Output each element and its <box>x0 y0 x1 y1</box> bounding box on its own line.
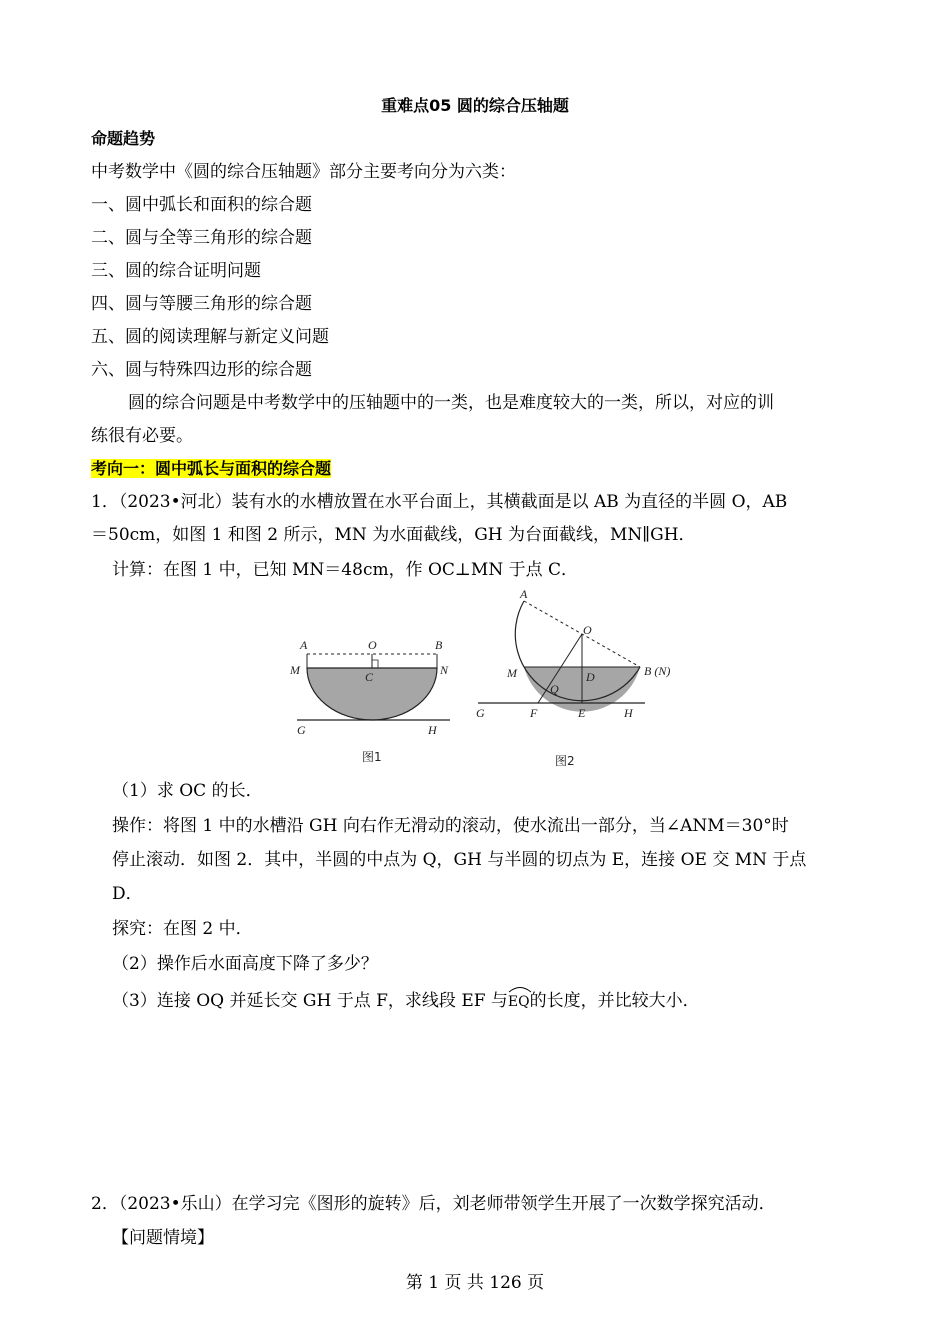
summary-text-cont: 练很有必要。 <box>91 426 193 446</box>
label-h: H <box>624 706 633 720</box>
direction-heading: 考向一：圆中弧长与面积的综合题 <box>91 459 332 478</box>
label-e: E <box>578 706 586 720</box>
category-item: 二、圆与全等三角形的综合题 <box>91 228 312 248</box>
category-item: 五、圆的阅读理解与新定义问题 <box>91 327 329 347</box>
q1-stem-line1: 1．（2023•河北）装有水的水槽放置在水平台面上，其横截面是以 AB 为直径的半圆 O，AB <box>91 492 788 512</box>
label-a: A <box>300 638 308 652</box>
label-b: B (N) <box>644 664 671 678</box>
figure-2-caption: 图2 <box>555 754 575 768</box>
figure-1 <box>285 632 455 742</box>
arc-eq: EQ <box>508 990 530 1013</box>
q1-operation-line3: D． <box>112 884 143 904</box>
q1-operation-line2: 停止滚动．如图 2．其中，半圆的中点为 Q，GH 与半圆的切点为 E，连接 OE 交 MN 于点 <box>112 850 807 870</box>
label-b: B <box>435 638 443 652</box>
figure-2 <box>470 585 690 725</box>
page-title: 重难点05 圆的综合压轴题 <box>381 96 569 115</box>
q2-section-heading: 【问题情境】 <box>112 1228 214 1248</box>
q1-part3 <box>112 990 882 1013</box>
label-n: N <box>440 663 449 677</box>
label-f: F <box>530 706 538 720</box>
q1-part3-text-b: 的长度，并比较大小． <box>529 991 700 1011</box>
q1-explore: 探究：在图 2 中． <box>112 919 253 939</box>
label-q: Q <box>550 682 559 696</box>
label-o: O <box>583 623 592 637</box>
label-g: G <box>297 723 306 737</box>
category-item: 四、圆与等腰三角形的综合题 <box>91 294 312 314</box>
label-o: O <box>368 638 377 652</box>
q2-stem: 2．（2023•乐山）在学习完《图形的旋转》后，刘老师带领学生开展了一次数学探究活动． <box>91 1194 776 1214</box>
q1-part3-text-a: （3）连接 OQ 并延长交 GH 于点 F，求线段 EF 与 <box>112 991 508 1011</box>
q1-compute: 计算：在图 1 中，已知 MN＝48cm，作 OC⊥MN 于点 C． <box>112 560 579 580</box>
q1-stem-line2: ＝50cm，如图 1 和图 2 所示，MN 为水面截线，GH 为台面截线，MN∥GH． <box>91 525 696 545</box>
intro-text: 中考数学中《圆的综合压轴题》部分主要考向分为六类： <box>91 162 516 182</box>
label-c: C <box>365 670 374 684</box>
label-m: M <box>290 663 300 677</box>
section-heading: 命题趋势 <box>91 129 156 148</box>
category-item: 六、圆与特殊四边形的综合题 <box>91 360 312 380</box>
label-m: M <box>507 666 517 680</box>
label-d: D <box>586 670 595 684</box>
page-footer: 第 1 页 共 126 页 <box>405 1273 545 1293</box>
label-a: A <box>520 587 528 601</box>
q1-part2: （2）操作后水面高度下降了多少？ <box>112 954 378 974</box>
q1-part1: （1）求 OC 的长． <box>112 781 263 801</box>
category-item: 三、圆的综合证明问题 <box>91 261 261 281</box>
category-item: 一、圆中弧长和面积的综合题 <box>91 195 312 215</box>
label-g: G <box>476 706 485 720</box>
label-h: H <box>428 723 437 737</box>
figure-1-caption: 图1 <box>362 750 382 764</box>
summary-text: 圆的综合问题是中考数学中的压轴题中的一类，也是难度较大的一类，所以，对应的训 <box>128 393 774 413</box>
q1-operation-line1: 操作：将图 1 中的水槽沿 GH 向右作无滑动的滚动，使水流出一部分，当∠ANM＝30°时 <box>112 816 789 836</box>
